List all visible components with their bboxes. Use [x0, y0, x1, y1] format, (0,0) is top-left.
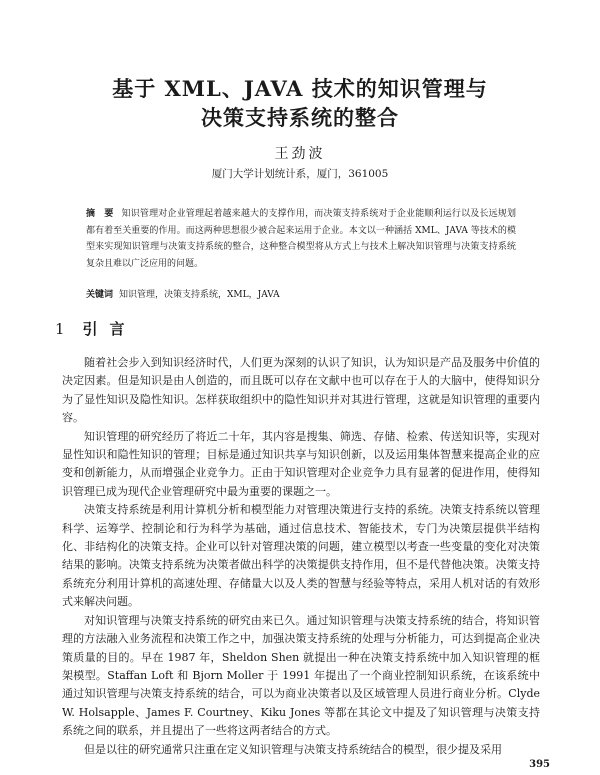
abstract-text: 知识管理对企业管理起着越来越大的支撑作用，而决策支持系统对于企业能顺利运行以及长远规划都有着至关重要的作用。而这两种思想很少被合起来运用于企业。本文以一种涵括 XML、JAVA 等技术的模型来实现知识管理与决策支持系统的整合，这种整合模型将从方式上与技术上解决知识管理与决策支持系统复杂且难以广泛应用的问题。 — [86, 209, 516, 269]
page-number: 395 — [529, 759, 550, 770]
keywords-block — [86, 288, 516, 302]
title-line-1: 基于 XML、JAVA 技术的知识管理与 — [112, 76, 488, 101]
paper-title — [40, 74, 560, 132]
author-name: 王劲波 — [274, 146, 326, 162]
keywords-text: 知识管理，决策支持系统，XML，JAVA — [119, 290, 280, 300]
paragraph: 随着社会步入到知识经济时代，人们更为深刻的认识了知识，认为知识是产品及服务中价值的决定因素。但是知识是由人创造的，而且既可以存在文献中也可以存在于人的大脑中，使得知识分为了显性知识及隐性知识。怎样获取组织中的隐性知识并对其进行管理，这就是知识管理的重要内容。 — [62, 356, 540, 425]
abstract-label: 摘 要 — [86, 209, 114, 219]
author-affiliation: 厦门大学计划统计系，厦门，361005 — [211, 168, 389, 180]
abstract-block — [86, 206, 516, 272]
paragraph: 但是以往的研究通常只注重在定义知识管理与决策支持系统结合的模型，很少提及采用 — [84, 742, 502, 756]
section-heading — [55, 318, 137, 339]
paragraph: 决策支持系统是利用计算机分析和模型能力对管理决策进行支持的系统。决策支持系统以管理科学、运筹学、控制论和行为科学为基础，通过信息技术、智能技术，专门为决策层提供半结构化、非结构化的决策支持。企业可以针对管理决策的问题，建立模型以考查一些变量的变化对决策结果的影响。决策支持系统为决策者做出科学的决策提供支持作用，但不是代替他决策。决策支持系统充分利用计算机的高速处理、存储量大以及人类的智慧与经验等特点，采用人机对话的有效形式来解决问题。 — [62, 503, 540, 609]
body-text — [62, 354, 540, 759]
section-number: 1 — [55, 320, 67, 338]
paragraph: 知识管理的研究经历了将近二十年，其内容是搜集、筛选、存储、检索、传送知识等，实现对显性知识和隐性知识的管理；目标是通过知识共享与知识创新，以及运用集体智慧来提高企业的应变和创新能力，从而增强企业竞争力。正由于知识管理对企业竞争力具有显著的促进作用，使得知识管理已成为现代企业管理研究中最为重要的课题之一。 — [62, 429, 540, 498]
title-line-2: 决策支持系统的整合 — [201, 105, 399, 130]
keywords-label: 关键词 — [86, 290, 114, 300]
section-title: 引言 — [82, 320, 137, 338]
paragraph: 对知识管理与决策支持系统的研究由来已久。通过知识管理与决策支持系统的结合，将知识管理的方法融入业务流程和决策工作之中，加强决策支持系统的处理与分析能力，可达到提高企业决策质量的目的。早在 1987 年，Sheldon Shen 就提出一种在决策支持系统中加入知识管理的框架模型。Staffan Loft 和 Bjorn Moller 于 1991 年提出了一个商业控制知识系统，在该系统中通过知识管理与决策支持系统的结合，可以为商业决策者以及区域管理人员进行商业分析。Clyde W. Holsapple、James F. Courtney、Kiku Jones 等都在其论文中提及了知识管理与决策支持系统之间的联系，并且提出了一些将这两者结合的方式。 — [62, 613, 540, 738]
